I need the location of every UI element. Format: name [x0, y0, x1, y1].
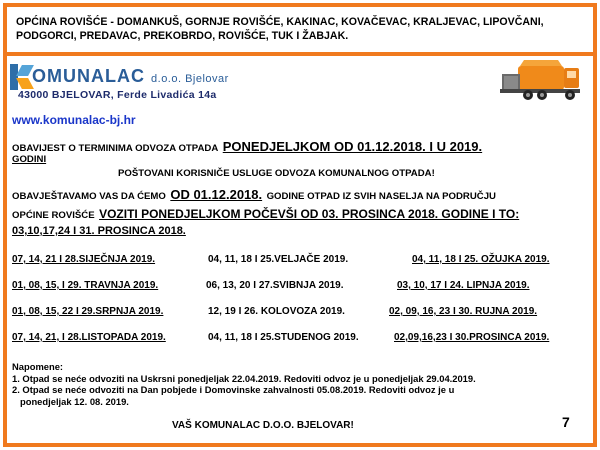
- note-2b: ponedjeljak 12. 08. 2019.: [20, 395, 129, 407]
- schedule-cell: 02,09,16,23 I 30.PROSINCA 2019.: [394, 332, 550, 343]
- schedule-cell: 01, 08, 15, I 29. TRAVNJA 2019.: [12, 280, 159, 291]
- schedule-row: [12, 280, 586, 306]
- komunalac-logo-icon: [10, 64, 32, 90]
- company-name: OMUNALAC d.o.o. Bjelovar: [32, 66, 229, 86]
- company-address: 43000 BJELOVAR, Ferde Livadića 14a: [18, 89, 217, 101]
- greeting: POŠTOVANI KORISNIČE USLUGE ODVOZA KOMUNALNOG OTPADA!: [118, 168, 435, 179]
- note-1: 1. Otpad se neće odvoziti na Uskrsni ponedjeljak 22.04.2019. Redoviti odvoz je u ponedjeljak 29.04.2019.: [12, 372, 476, 384]
- schedule-cell: 01, 08, 15, 22 I 29.SRPNJA 2019.: [12, 306, 164, 317]
- schedule-table: [12, 254, 586, 358]
- schedule-row: [12, 332, 586, 358]
- header-box: [7, 7, 593, 56]
- date-highlight: OD 01.12.2018.: [170, 187, 263, 202]
- schedule-highlight: VOZITI PONEDJELJKOM POČEVŠI OD 03. PROSINCA 2018. GODINE I TO:: [99, 207, 520, 221]
- notice-intro-highlight: PONEDJELJKOM OD 01.12.2018. I U 2019.: [222, 139, 483, 154]
- schedule-cell: 12, 19 I 26. KOLOVOZA 2019.: [208, 306, 345, 317]
- paragraph-line-3: 03,10,17,24 I 31. PROSINCA 2018.: [12, 225, 186, 237]
- schedule-cell: 06, 13, 20 I 27.SVIBNJA 2019.: [206, 280, 344, 291]
- schedule-cell: 03, 10, 17 I 24. LIPNJA 2019.: [397, 280, 530, 291]
- paragraph-line-1: OBAVJEŠTAVAMO VAS DA ĆEMO OD 01.12.2018. GODINE OTPAD IZ SVIH NASELJA NA PODRUČJU: [12, 187, 496, 202]
- garbage-truck-icon: [498, 58, 582, 102]
- schedule-row: [12, 306, 586, 332]
- schedule-cell: 04, 11, 18 I 25.VELJAČE 2019.: [208, 254, 349, 265]
- schedule-cell: 02, 09, 16, 23 I 30. RUJNA 2019.: [389, 306, 538, 317]
- notes-title: Napomene:: [12, 361, 64, 372]
- schedule-cell: 04, 11, 18 I 25. OŽUJKA 2019.: [412, 254, 550, 265]
- notes-section: [12, 361, 476, 407]
- header-line-1: OPĆINA ROVIŠĆE - DOMANKUŠ, GORNJE ROVIŠĆE, KAKINAC, KOVAČEVAC, KRALJEVAC, LIPOVČANI,: [16, 16, 544, 28]
- notice-intro: OBAVIJEST O TERMINIMA ODVOZA OTPADA PONEDJELJKOM OD 01.12.2018. I U 2019.: [12, 139, 483, 154]
- company-logo: [10, 64, 250, 104]
- website-link[interactable]: www.komunalac-bj.hr: [12, 113, 136, 127]
- schedule-cell: 04, 11, 18 I 25.STUDENOG 2019.: [208, 332, 359, 343]
- paragraph-line-2: OPĆINE ROVIŠĆE VOZITI PONEDJELJKOM POČEVŠI OD 03. PROSINCA 2018. GODINE I TO:: [12, 207, 520, 221]
- page-number: 7: [562, 414, 570, 430]
- footer-signature: VAŠ KOMUNALAC D.O.O. BJELOVAR!: [172, 420, 354, 431]
- schedule-row: [12, 254, 586, 280]
- company-suffix: d.o.o. Bjelovar: [151, 73, 229, 85]
- schedule-cell: 07, 14, 21 I 28.SIJEČNJA 2019.: [12, 254, 156, 265]
- notice-intro-tail: GODINI: [12, 154, 47, 165]
- header-line-2: PODGORCI, PREDAVAC, PREKOBRDO, ROVIŠĆE, TUK I ŽABJAK.: [16, 30, 349, 42]
- schedule-cell: 07, 14, 21, I 28.LISTOPADA 2019.: [12, 332, 166, 343]
- note-2a: 2. Otpad se neće odvoziti na Dan pobjede i Domovinske zahvalnosti 05.08.2019. Redoviti odvoz je u: [12, 384, 455, 395]
